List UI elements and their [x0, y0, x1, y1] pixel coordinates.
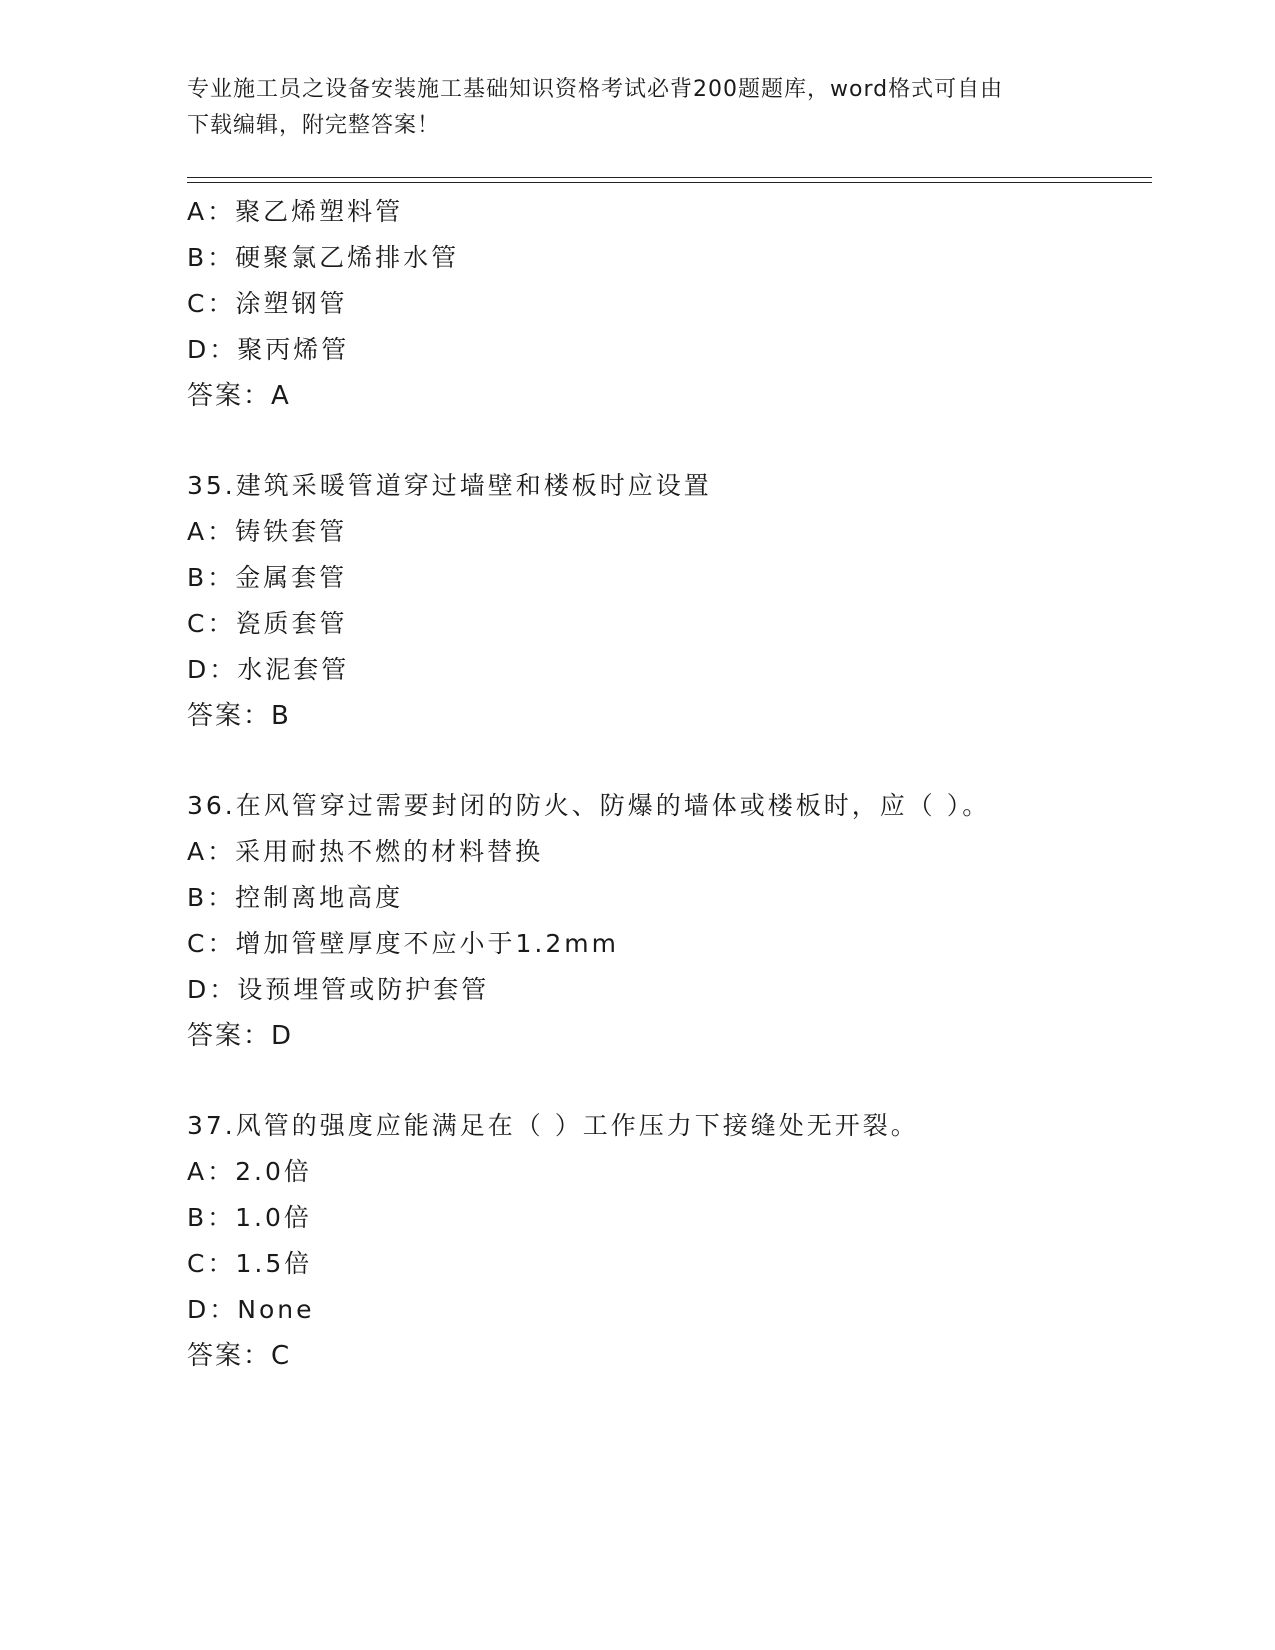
answer-line: 答案：D — [187, 1021, 294, 1051]
option-d: D：设预埋管或防护套管 — [187, 975, 490, 1004]
question-list — [187, 189, 1147, 1379]
option-d: D：聚丙烯管 — [187, 335, 350, 364]
question-block — [187, 1103, 1147, 1379]
option-b: B：1.0倍 — [187, 1203, 312, 1232]
question-block — [187, 189, 1147, 419]
option-c: C：瓷质套管 — [187, 609, 348, 638]
question-block — [187, 783, 1147, 1059]
header-rule-bottom — [187, 182, 1152, 183]
option-b: B：金属套管 — [187, 563, 348, 592]
header-rule-top — [187, 177, 1152, 178]
answer-line: 答案：C — [187, 1341, 292, 1371]
option-b: B：硬聚氯乙烯排水管 — [187, 243, 460, 272]
answer-line: 答案：A — [187, 381, 291, 411]
option-a: A：聚乙烯塑料管 — [187, 197, 404, 226]
answer-line: 答案：B — [187, 701, 291, 731]
document-header — [187, 72, 1067, 144]
option-c: C：增加管壁厚度不应小于1.2mm — [187, 929, 619, 958]
question-stem: 36.在风管穿过需要封闭的防火、防爆的墙体或楼板时，应（ ）。 — [187, 791, 991, 820]
option-a: A：铸铁套管 — [187, 517, 348, 546]
header-line-2: 下载编辑，附完整答案！ — [187, 113, 441, 138]
option-c: C：涂塑钢管 — [187, 289, 348, 318]
option-b: B：控制离地高度 — [187, 883, 404, 912]
question-block — [187, 463, 1147, 739]
option-d: D：None — [187, 1295, 315, 1324]
option-a: A：采用耐热不燃的材料替换 — [187, 837, 544, 866]
question-number: 37. — [187, 1111, 236, 1140]
option-d: D：水泥套管 — [187, 655, 350, 684]
option-c: C：1.5倍 — [187, 1249, 313, 1278]
question-number: 36. — [187, 791, 236, 820]
header-line-1: 专业施工员之设备安装施工基础知识资格考试必背200题题库，word格式可自由 — [187, 77, 1004, 102]
option-a: A：2.0倍 — [187, 1157, 312, 1186]
question-stem: 37.风管的强度应能满足在（ ）工作压力下接缝处无开裂。 — [187, 1111, 919, 1140]
question-stem: 35.建筑采暖管道穿过墙壁和楼板时应设置 — [187, 471, 712, 500]
question-number: 35. — [187, 471, 236, 500]
